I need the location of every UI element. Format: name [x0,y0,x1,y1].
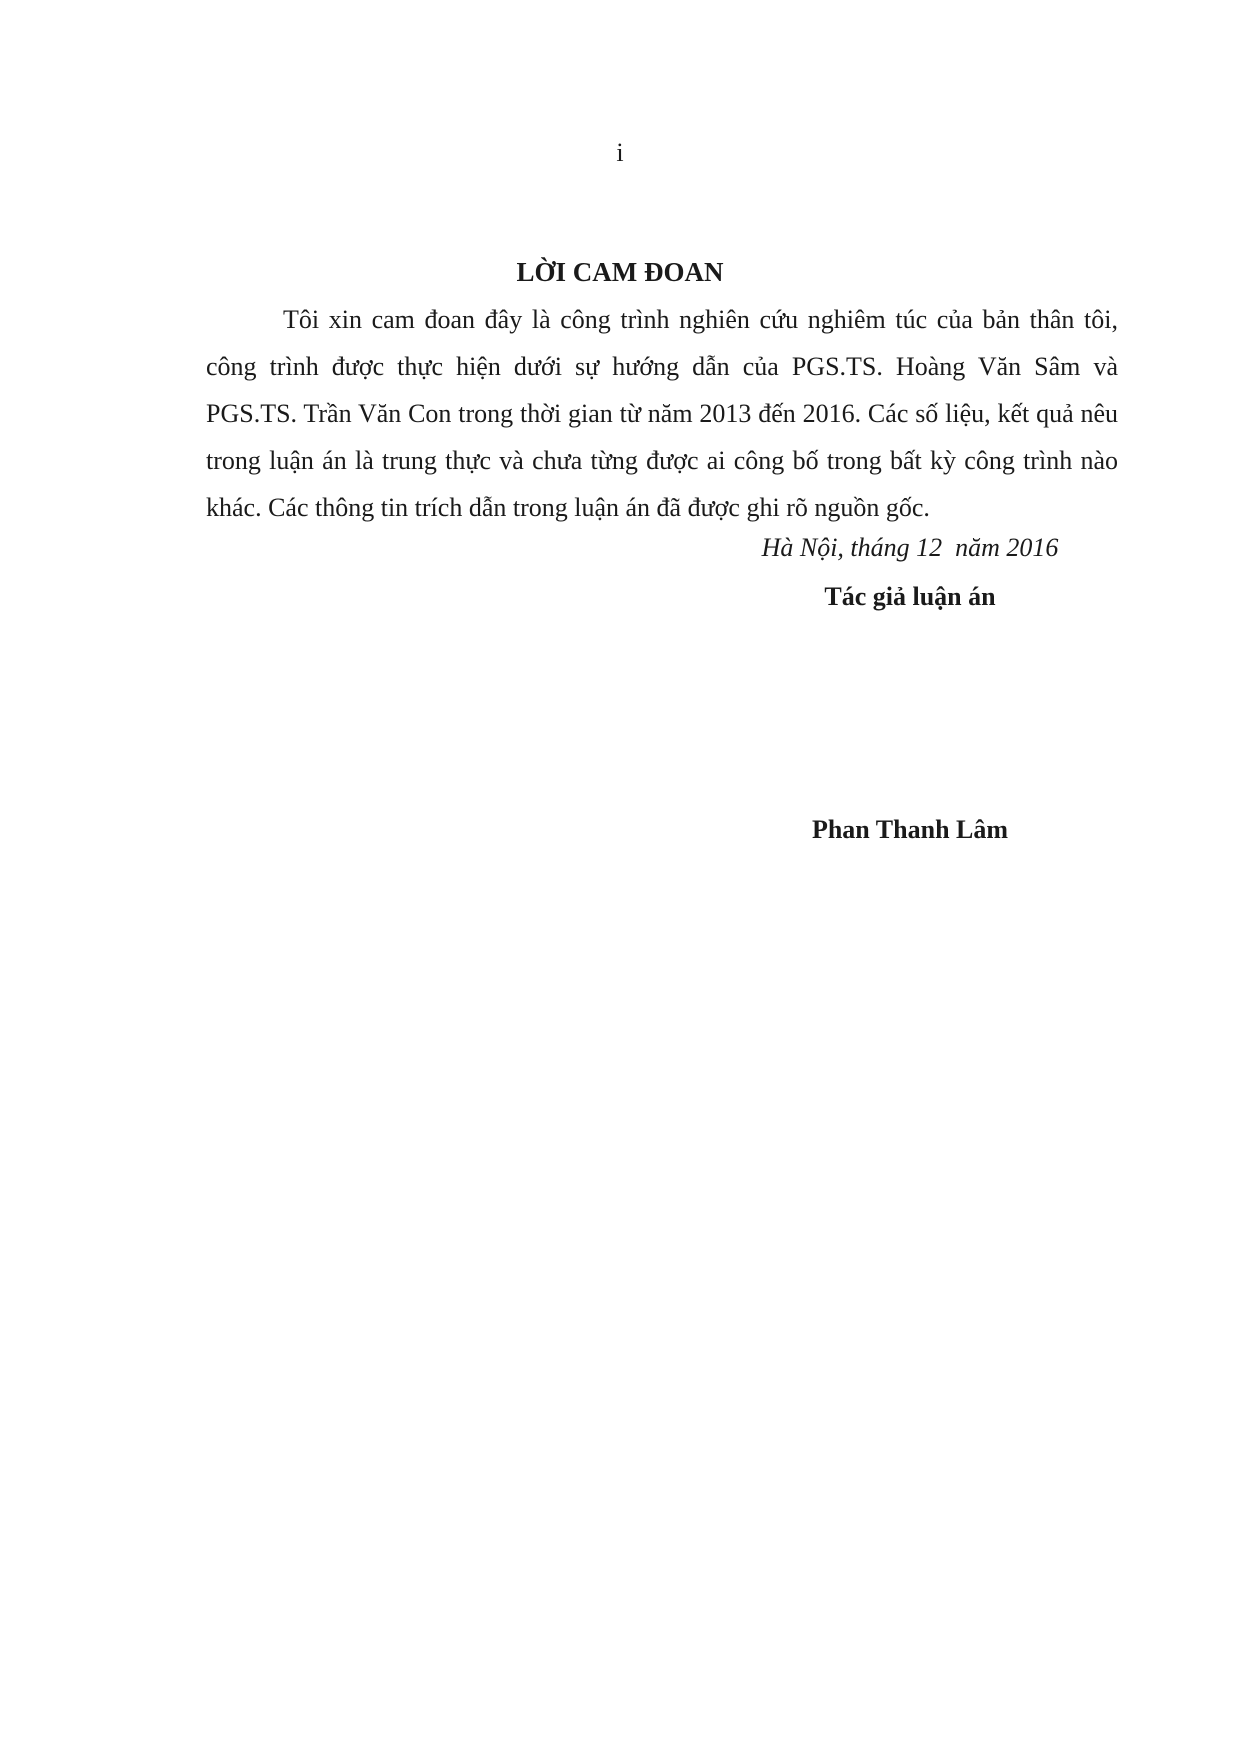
page-title: LỜI CAM ĐOAN [516,257,724,287]
declaration-paragraph: Tôi xin cam đoan đây là công trình nghiên cứu nghiêm túc của bản thân tôi, công trình được thực hiện dưới sự hướng dẫn của PGS.TS. Hoàng Văn Sâm và PGS.TS. Trần Văn Con trong thời gian từ năm 2013 đến 2016. Các số liệu, kết quả nêu trong luận án là trung thực và chưa từng được ai công bố trong bất kỳ công trình nào khác. Các thông tin trích dẫn trong luận án đã được ghi rõ nguồn gốc. [206,305,1118,522]
place-date: Hà Nội, tháng 12 năm 2016 [761,533,1059,562]
author-label: Tác giả luận án [824,582,996,611]
author-name: Phan Thanh Lâm [811,815,1009,844]
page-number: i [616,138,624,167]
